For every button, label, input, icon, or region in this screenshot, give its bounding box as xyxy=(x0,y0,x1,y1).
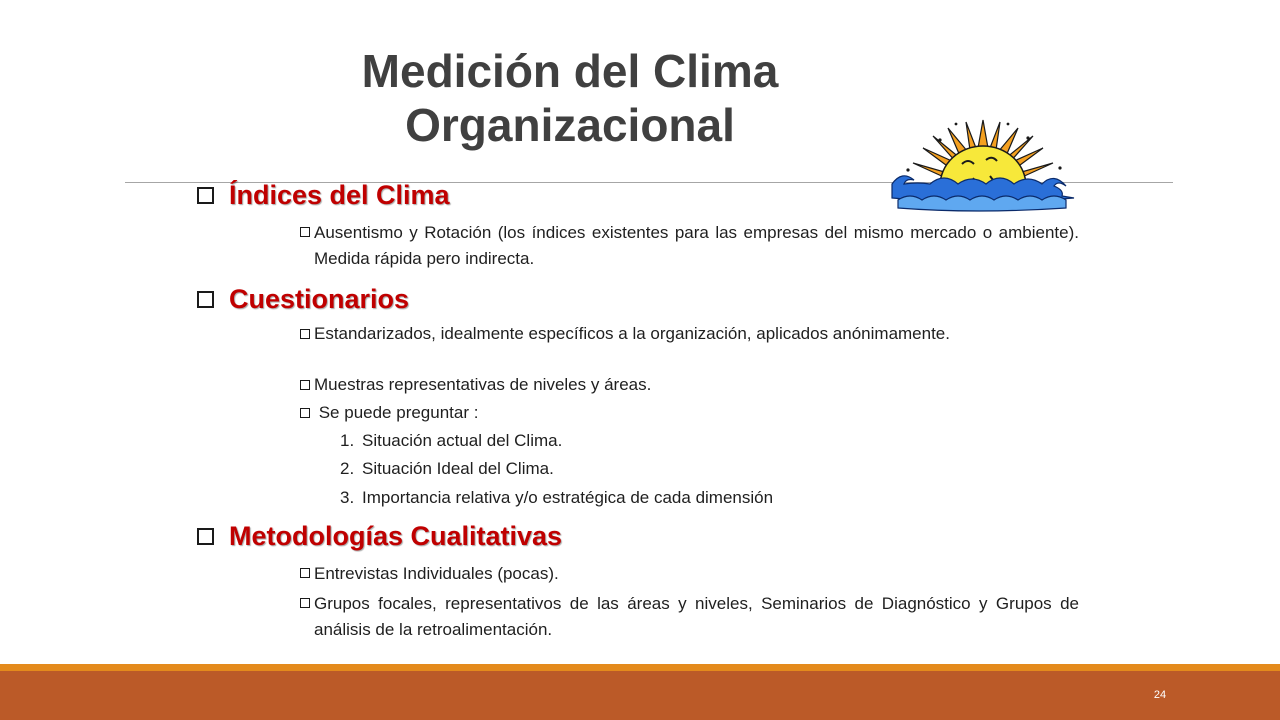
checkbox-bullet-icon xyxy=(300,408,310,418)
list-item-text: Ausentismo y Rotación (los índices existentes para las empresas del mismo mercado o ambiente). Medida rápida pero indirecta. xyxy=(314,223,1079,268)
item-number: 1. xyxy=(340,431,355,450)
section-heading-metodologias xyxy=(197,521,562,552)
section-heading-indices xyxy=(197,180,450,211)
list-item-text: Se puede preguntar : xyxy=(314,403,479,422)
item-text: Importancia relativa y/o estratégica de cada dimensión xyxy=(362,488,774,507)
section-heading-label: Índices del Clima xyxy=(229,180,450,210)
checkbox-bullet-icon xyxy=(197,528,214,545)
checkbox-bullet-icon xyxy=(197,291,214,308)
checkbox-bullet-icon xyxy=(197,187,214,204)
item-number: 3. xyxy=(340,488,355,507)
slide-title-line-2: Organizacional xyxy=(405,99,735,151)
list-item xyxy=(300,324,1079,344)
checkbox-bullet-icon xyxy=(300,380,310,390)
checkbox-bullet-icon xyxy=(300,598,310,608)
footer-bar xyxy=(0,671,1280,720)
page-number: 24 xyxy=(1153,689,1167,701)
list-item-text: Estandarizados, idealmente específicos a la organización, aplicados anónimamente. xyxy=(314,324,950,343)
list-item-text: Muestras representativas de niveles y áreas. xyxy=(314,375,652,394)
numbered-item xyxy=(340,487,773,509)
section-heading-label: Metodologías Cualitativas xyxy=(229,521,563,551)
list-item xyxy=(300,591,1079,643)
checkbox-bullet-icon xyxy=(300,227,310,237)
slide-title xyxy=(300,44,840,152)
item-text: Situación Ideal del Clima. xyxy=(362,459,554,478)
list-item xyxy=(300,375,1079,395)
section-heading-cuestionarios xyxy=(197,284,409,315)
item-text: Situación actual del Clima. xyxy=(362,431,563,450)
numbered-item xyxy=(340,458,554,480)
list-item-text: Grupos focales, representativos de las áreas y niveles, Seminarios de Diagnóstico y Grupos de análisis de la retroalimentación. xyxy=(314,594,1079,639)
slide-title-line-1: Medición del Clima xyxy=(361,45,779,97)
list-item xyxy=(300,403,1079,423)
list-item xyxy=(300,220,1079,272)
list-item xyxy=(300,561,1079,587)
footer-accent-bar xyxy=(0,664,1280,671)
numbered-item xyxy=(340,430,562,452)
checkbox-bullet-icon xyxy=(300,329,310,339)
checkbox-bullet-icon xyxy=(300,568,310,578)
sun-over-waves-icon xyxy=(888,118,1078,213)
section-heading-label: Cuestionarios xyxy=(229,284,410,314)
item-number: 2. xyxy=(340,459,355,478)
list-item-text: Entrevistas Individuales (pocas). xyxy=(314,564,559,583)
